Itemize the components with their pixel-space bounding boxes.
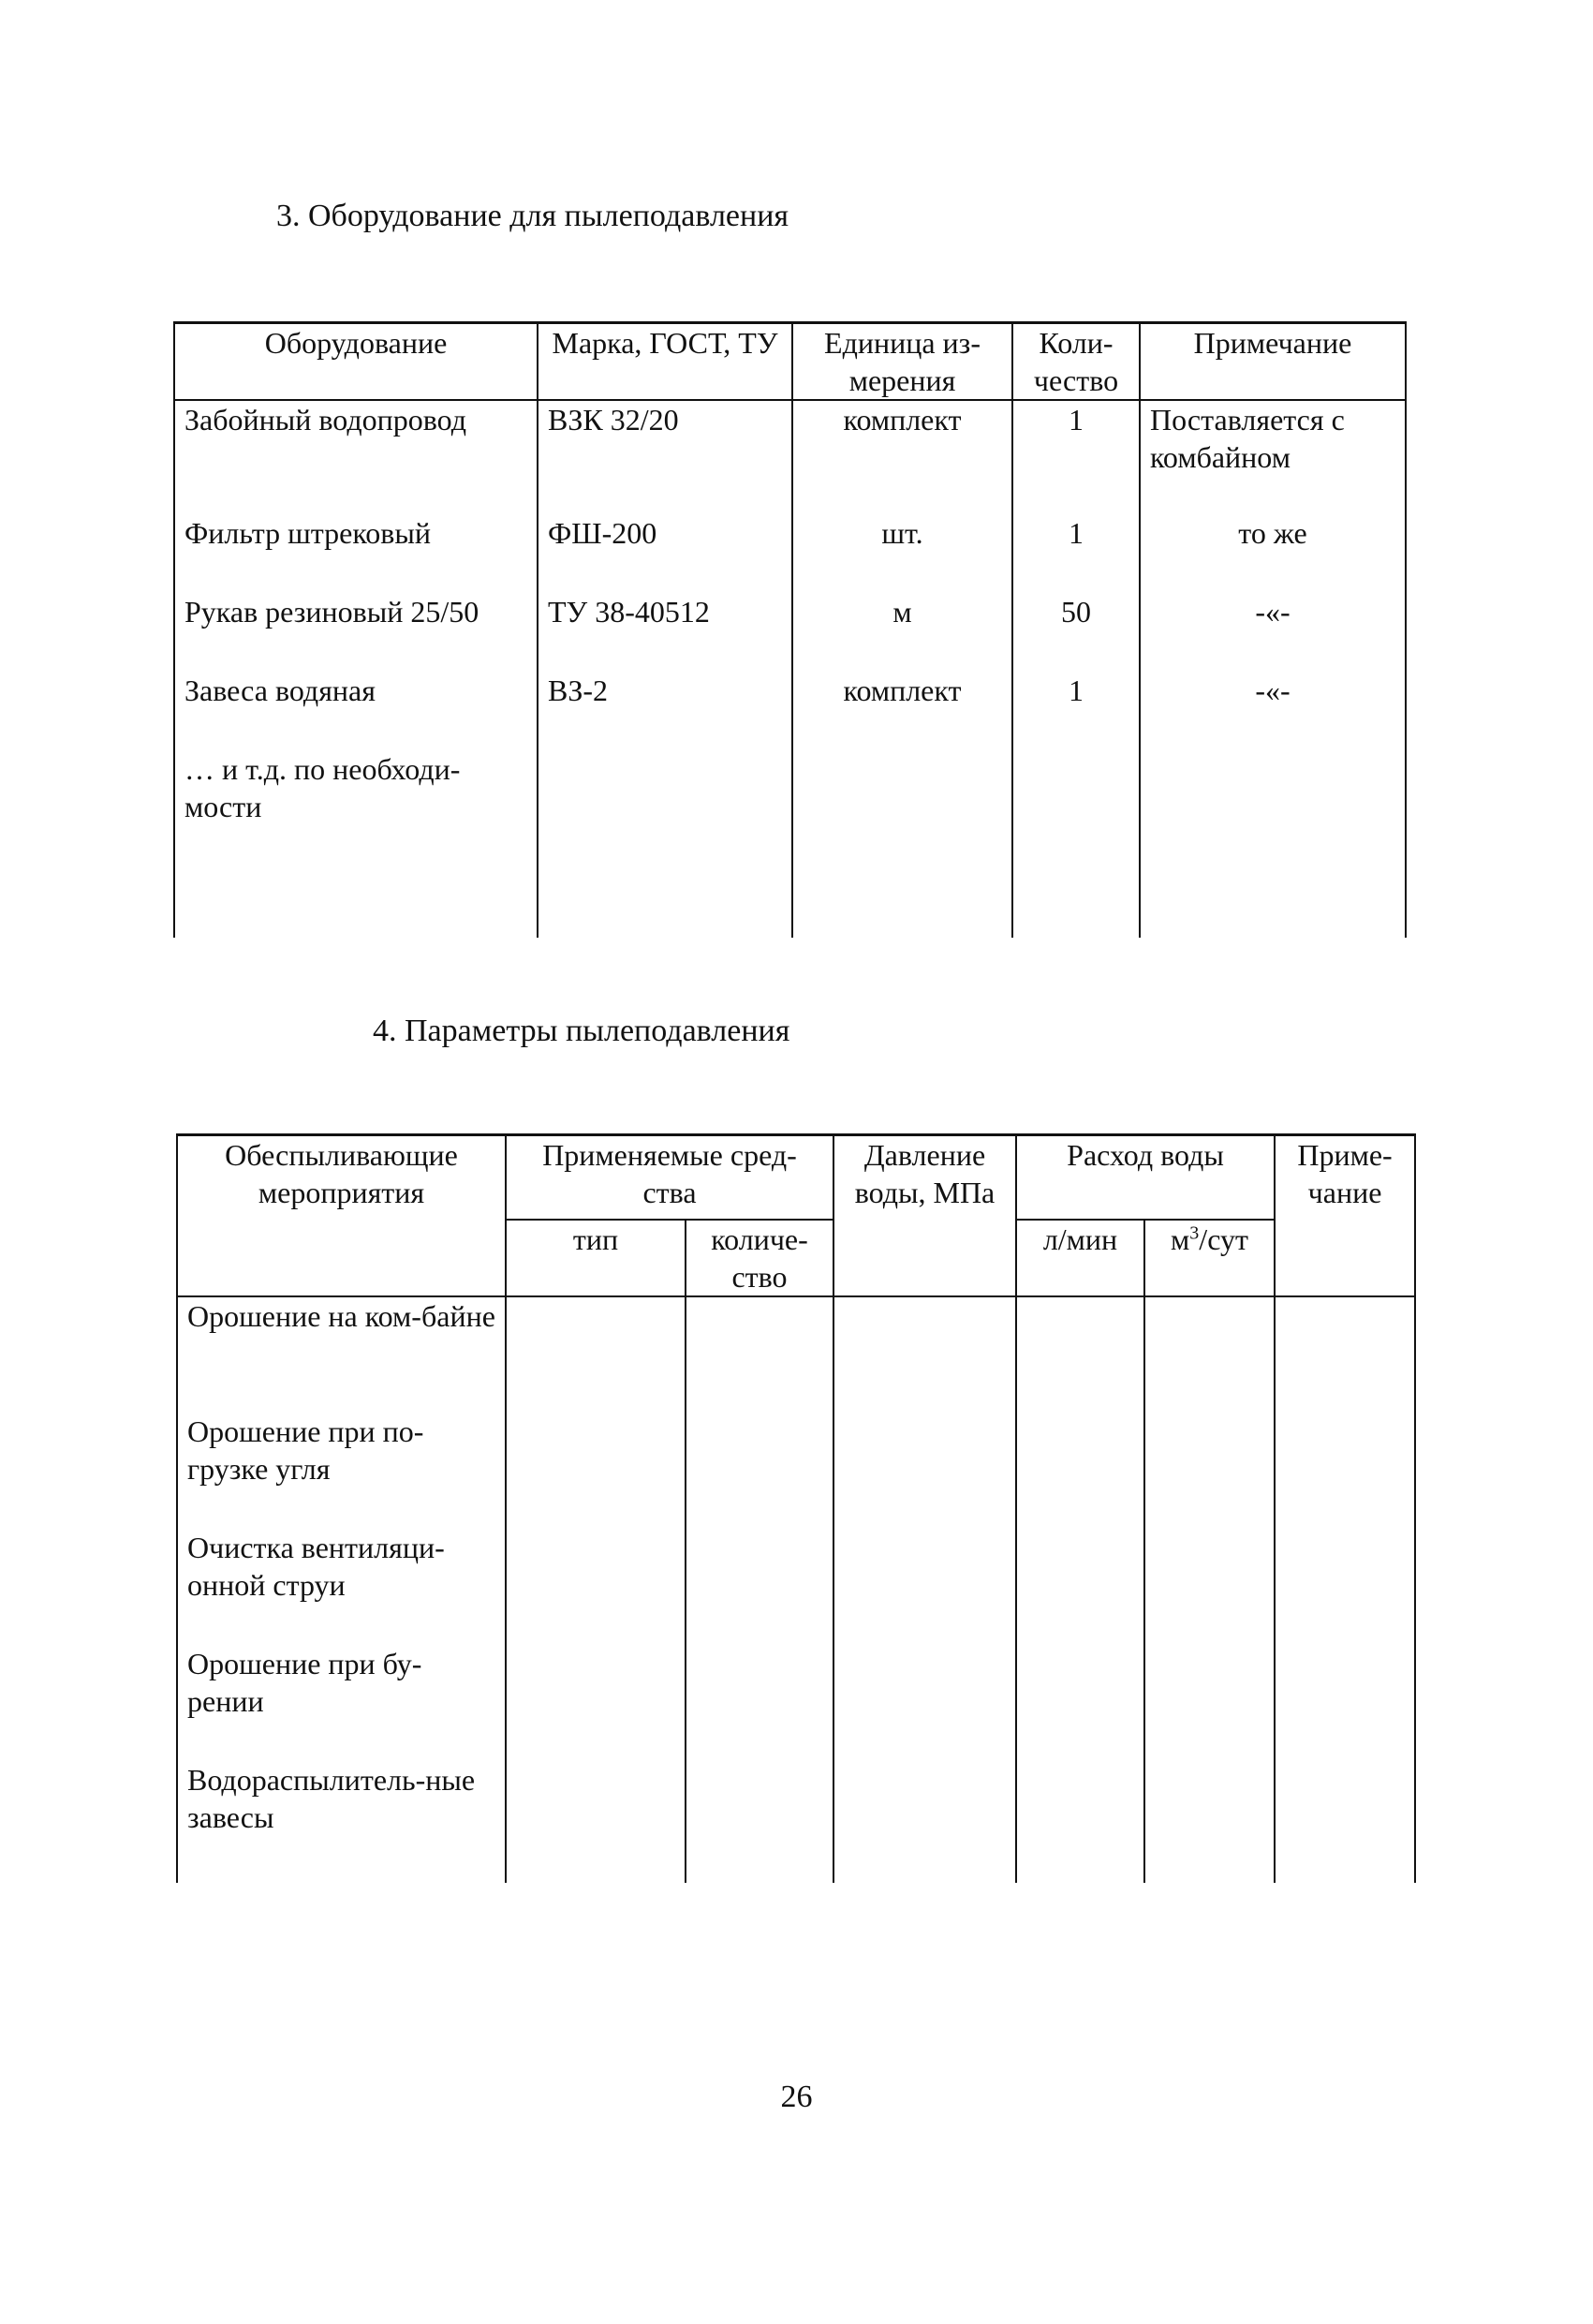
cell-qty: 50 bbox=[1012, 593, 1140, 672]
header-flow-m3 bbox=[1144, 1220, 1275, 1296]
cell-qty bbox=[1012, 750, 1140, 938]
cell-note: то же bbox=[1140, 514, 1406, 593]
cell-measure: Очистка вентиляци-онной струи bbox=[177, 1529, 506, 1645]
table-row bbox=[174, 750, 1406, 938]
cell-unit: комплект bbox=[792, 400, 1012, 514]
header-means-qty: количе-ство bbox=[686, 1220, 833, 1296]
header-note: Приме-чание bbox=[1275, 1135, 1415, 1297]
table-row bbox=[174, 593, 1406, 672]
table-row bbox=[174, 514, 1406, 593]
table-row bbox=[177, 1645, 1415, 1761]
unit-per-day: /сут bbox=[1199, 1222, 1248, 1256]
table-row bbox=[177, 1413, 1415, 1529]
section-3-title: 3. Оборудование для пылеподавления bbox=[276, 199, 789, 233]
table-row bbox=[174, 672, 1406, 750]
table-row bbox=[177, 1529, 1415, 1645]
header-means: Применяемые сред-ства bbox=[506, 1135, 833, 1221]
unit-exponent: 3 bbox=[1189, 1222, 1200, 1244]
cell-note bbox=[1140, 750, 1406, 938]
cell-qty: 1 bbox=[1012, 400, 1140, 514]
cell-measure: Водораспылитель-ные завесы bbox=[177, 1761, 506, 1883]
header-flow-lmin: л/мин bbox=[1016, 1220, 1144, 1296]
header-qty: Коли-чество bbox=[1012, 323, 1140, 401]
cell-equipment: Забойный водопровод bbox=[174, 400, 538, 514]
header-pressure: Давление воды, МПа bbox=[833, 1135, 1016, 1297]
cell-qty: 1 bbox=[1012, 514, 1140, 593]
cell-note: -«- bbox=[1140, 672, 1406, 750]
cell-mark bbox=[538, 750, 792, 938]
cell-note: -«- bbox=[1140, 593, 1406, 672]
header-equipment: Оборудование bbox=[174, 323, 538, 401]
header-mark: Марка, ГОСТ, ТУ bbox=[538, 323, 792, 401]
dust-suppression-table bbox=[176, 1133, 1416, 1883]
cell-note: Поставляется с комбайном bbox=[1140, 400, 1406, 514]
table-header-row bbox=[177, 1135, 1415, 1221]
cell-equipment: Завеса водяная bbox=[174, 672, 538, 750]
header-unit: Единица из-мерения bbox=[792, 323, 1012, 401]
unit-m: м bbox=[1171, 1222, 1190, 1256]
cell-mark: ВЗ-2 bbox=[538, 672, 792, 750]
section-4-title: 4. Параметры пылеподавления bbox=[373, 1014, 790, 1048]
table-row bbox=[177, 1761, 1415, 1883]
cell-mark: ФШ-200 bbox=[538, 514, 792, 593]
table-header-row bbox=[174, 323, 1406, 401]
cell-mark: ВЗК 32/20 bbox=[538, 400, 792, 514]
table-row bbox=[174, 400, 1406, 514]
cell-measure: Орошение на ком-байне bbox=[177, 1296, 506, 1413]
header-means-type: тип bbox=[506, 1220, 686, 1296]
header-flow: Расход воды bbox=[1016, 1135, 1275, 1221]
cell-unit bbox=[792, 750, 1012, 938]
table-row bbox=[177, 1296, 1415, 1413]
page-number: 26 bbox=[780, 2080, 813, 2114]
cell-qty: 1 bbox=[1012, 672, 1140, 750]
cell-unit: м bbox=[792, 593, 1012, 672]
cell-measure: Орошение при по-грузке угля bbox=[177, 1413, 506, 1529]
cell-mark: ТУ 38-40512 bbox=[538, 593, 792, 672]
header-measures: Обеспыливающие мероприятия bbox=[177, 1135, 506, 1297]
cell-equipment: Рукав резиновый 25/50 bbox=[174, 593, 538, 672]
cell-equipment: … и т.д. по необходи-мости bbox=[174, 750, 538, 938]
header-note: Примечание bbox=[1140, 323, 1406, 401]
cell-unit: шт. bbox=[792, 514, 1012, 593]
cell-measure: Орошение при бу-рении bbox=[177, 1645, 506, 1761]
equipment-table bbox=[173, 321, 1407, 938]
cell-equipment: Фильтр штрековый bbox=[174, 514, 538, 593]
cell-unit: комплект bbox=[792, 672, 1012, 750]
